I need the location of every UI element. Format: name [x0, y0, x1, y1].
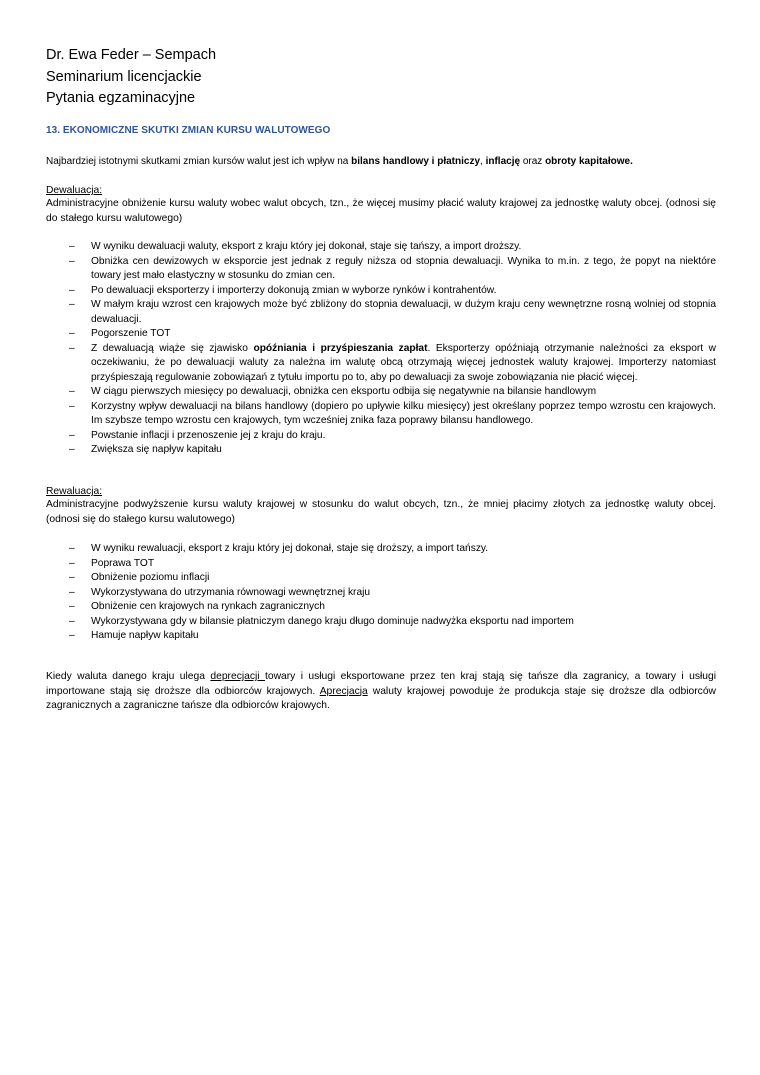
intro-text-3: oraz — [520, 156, 546, 167]
list-item: – Po dewaluacji eksporterzy i importerzy dokonują zmian w wyborze rynków i kontrahentów. — [46, 284, 716, 299]
dewaluacja-list — [46, 240, 716, 458]
item-text: . Eksporterzy opóźniają otrzymanie należności za eksport w oczekiwaniu, że po dewaluacji waluty za należna im walutę obcą otrzymają więcej jednostek waluty krajowej. Importerzy natomiast przyśpieszają regulowanie zobowiązań z tytułu importu po to, aby po dewaluacji za swoje zobowiązania nie płacić więcej. — [91, 342, 717, 383]
item-text: Z dewaluacją wiąże się zjawisko — [91, 342, 254, 354]
intro-paragraph — [46, 155, 633, 169]
list-item: – Obniżka cen dewizowych w eksporcie jest jednak z reguły niższa od stopnia dewaluacji. Wynika to m.in. z tego, że popyt na niektóre towary jest mało elastyczny w stosunku do zmian cen. — [46, 255, 716, 284]
dewaluacja-definition: Administracyjne obniżenie kursu waluty wobec walut obcych, tzn., że więcej musimy płacić waluty krajowej za jednostkę waluty obcej. (odnosi się do stałego kursu walutowego) — [46, 198, 716, 224]
list-item: – Zwiększa się napływ kapitału — [46, 443, 716, 458]
list-item: – Wykorzystywana do utrzymania równowagi wewnętrznej kraju — [46, 586, 716, 601]
rewaluacja-definition: Administracyjne podwyższenie kursu waluty krajowej w stosunku do walut obcych, tzn., że mniej płacimy złotych za jednostkę waluty obcej. (odnosi się do stałego kursu walutowego) — [46, 499, 716, 525]
list-item: – Hamuje napływ kapitału — [46, 629, 716, 644]
intro-bold-2: inflację — [485, 156, 521, 167]
list-item: – Wykorzystywana gdy w bilansie płatniczym danego kraju długo dominuje nadwyżka eksportu nad importem — [46, 615, 716, 630]
closing-text-2: towary i usługi eksportowane przez ten kraj stają się tańsze dla zagranicy, a towary i usługi importowane stają się droższe dla odbiorców krajowych. — [46, 671, 716, 697]
rewaluacja-heading: Rewaluacja: — [46, 486, 103, 497]
intro-text-2: , — [480, 156, 486, 167]
item-bold-text: opóźniania i przyśpieszania zapłat — [253, 342, 428, 354]
closing-text-3: waluty krajowej powoduje że produkcja staje się droższe dla odbiorców zagranicznych a zagraniczne tańsze dla odbiorców krajowych. — [46, 685, 716, 712]
intro-bold-1: bilans handlowy i płatniczy — [351, 156, 481, 167]
author-line: Dr. Ewa Feder – Sempach — [46, 47, 217, 63]
section-title: 13. EKONOMICZNE SKUTKI ZMIAN KURSU WALUTOWEGO — [46, 125, 331, 136]
intro-bold-3: obroty kapitałowe. — [545, 156, 633, 167]
list-item: – Obniżenie cen krajowych na rynkach zagranicznych — [46, 600, 716, 615]
course-line: Seminarium licencjackie — [46, 68, 202, 85]
list-item — [46, 342, 716, 386]
closing-underlined-1: deprecjacji — [210, 671, 265, 682]
list-item: – W wyniku dewaluacji waluty, eksport z kraju który jej dokonał, staje się tańszy, a import droższy. — [46, 240, 716, 255]
closing-paragraph — [46, 670, 716, 714]
dewaluacja-heading: Dewaluacja: — [46, 185, 103, 196]
list-item: – Pogorszenie TOT — [46, 327, 716, 342]
intro-text-1: Najbardziej istotnymi skutkami zmian kursów walut jest ich wpływ na — [46, 156, 352, 167]
list-item: – W wyniku rewaluacji, eksport z kraju który jej dokonał, staje się droższy, a import tańszy. — [46, 542, 716, 557]
rewaluacja-list — [46, 542, 716, 644]
subtitle-line: Pytania egzaminacyjne — [46, 90, 196, 106]
list-item: – W ciągu pierwszych miesięcy po dewaluacji, obniżka cen eksportu odbija się negatywnie na bilansie handlowym — [46, 385, 716, 400]
list-item: – Poprawa TOT — [46, 557, 716, 572]
list-item: – Powstanie inflacji i przenoszenie jej z kraju do kraju. — [46, 429, 716, 444]
document-header — [46, 45, 346, 110]
list-item: – W małym kraju wzrost cen krajowych może być zbliżony do stopnia dewaluacji, w dużym kraju ceny wewnętrzne rosną wolniej od stopnia dewaluacji. — [46, 298, 716, 327]
closing-underlined-2: Aprecjacja — [319, 685, 368, 697]
list-item: – Obniżenie poziomu inflacji — [46, 571, 716, 586]
list-item: – Korzystny wpływ dewaluacji na bilans handlowy (dopiero po upływie kilku miesięcy) jest określany poprzez tempo wzrostu cen krajowych. Im szybsze tempo wzrostu cen krajowych, tym wcześniej znika faza poprawy bilansu handlowego. — [46, 400, 716, 429]
closing-text-1: Kiedy waluta danego kraju ulega — [46, 671, 211, 682]
